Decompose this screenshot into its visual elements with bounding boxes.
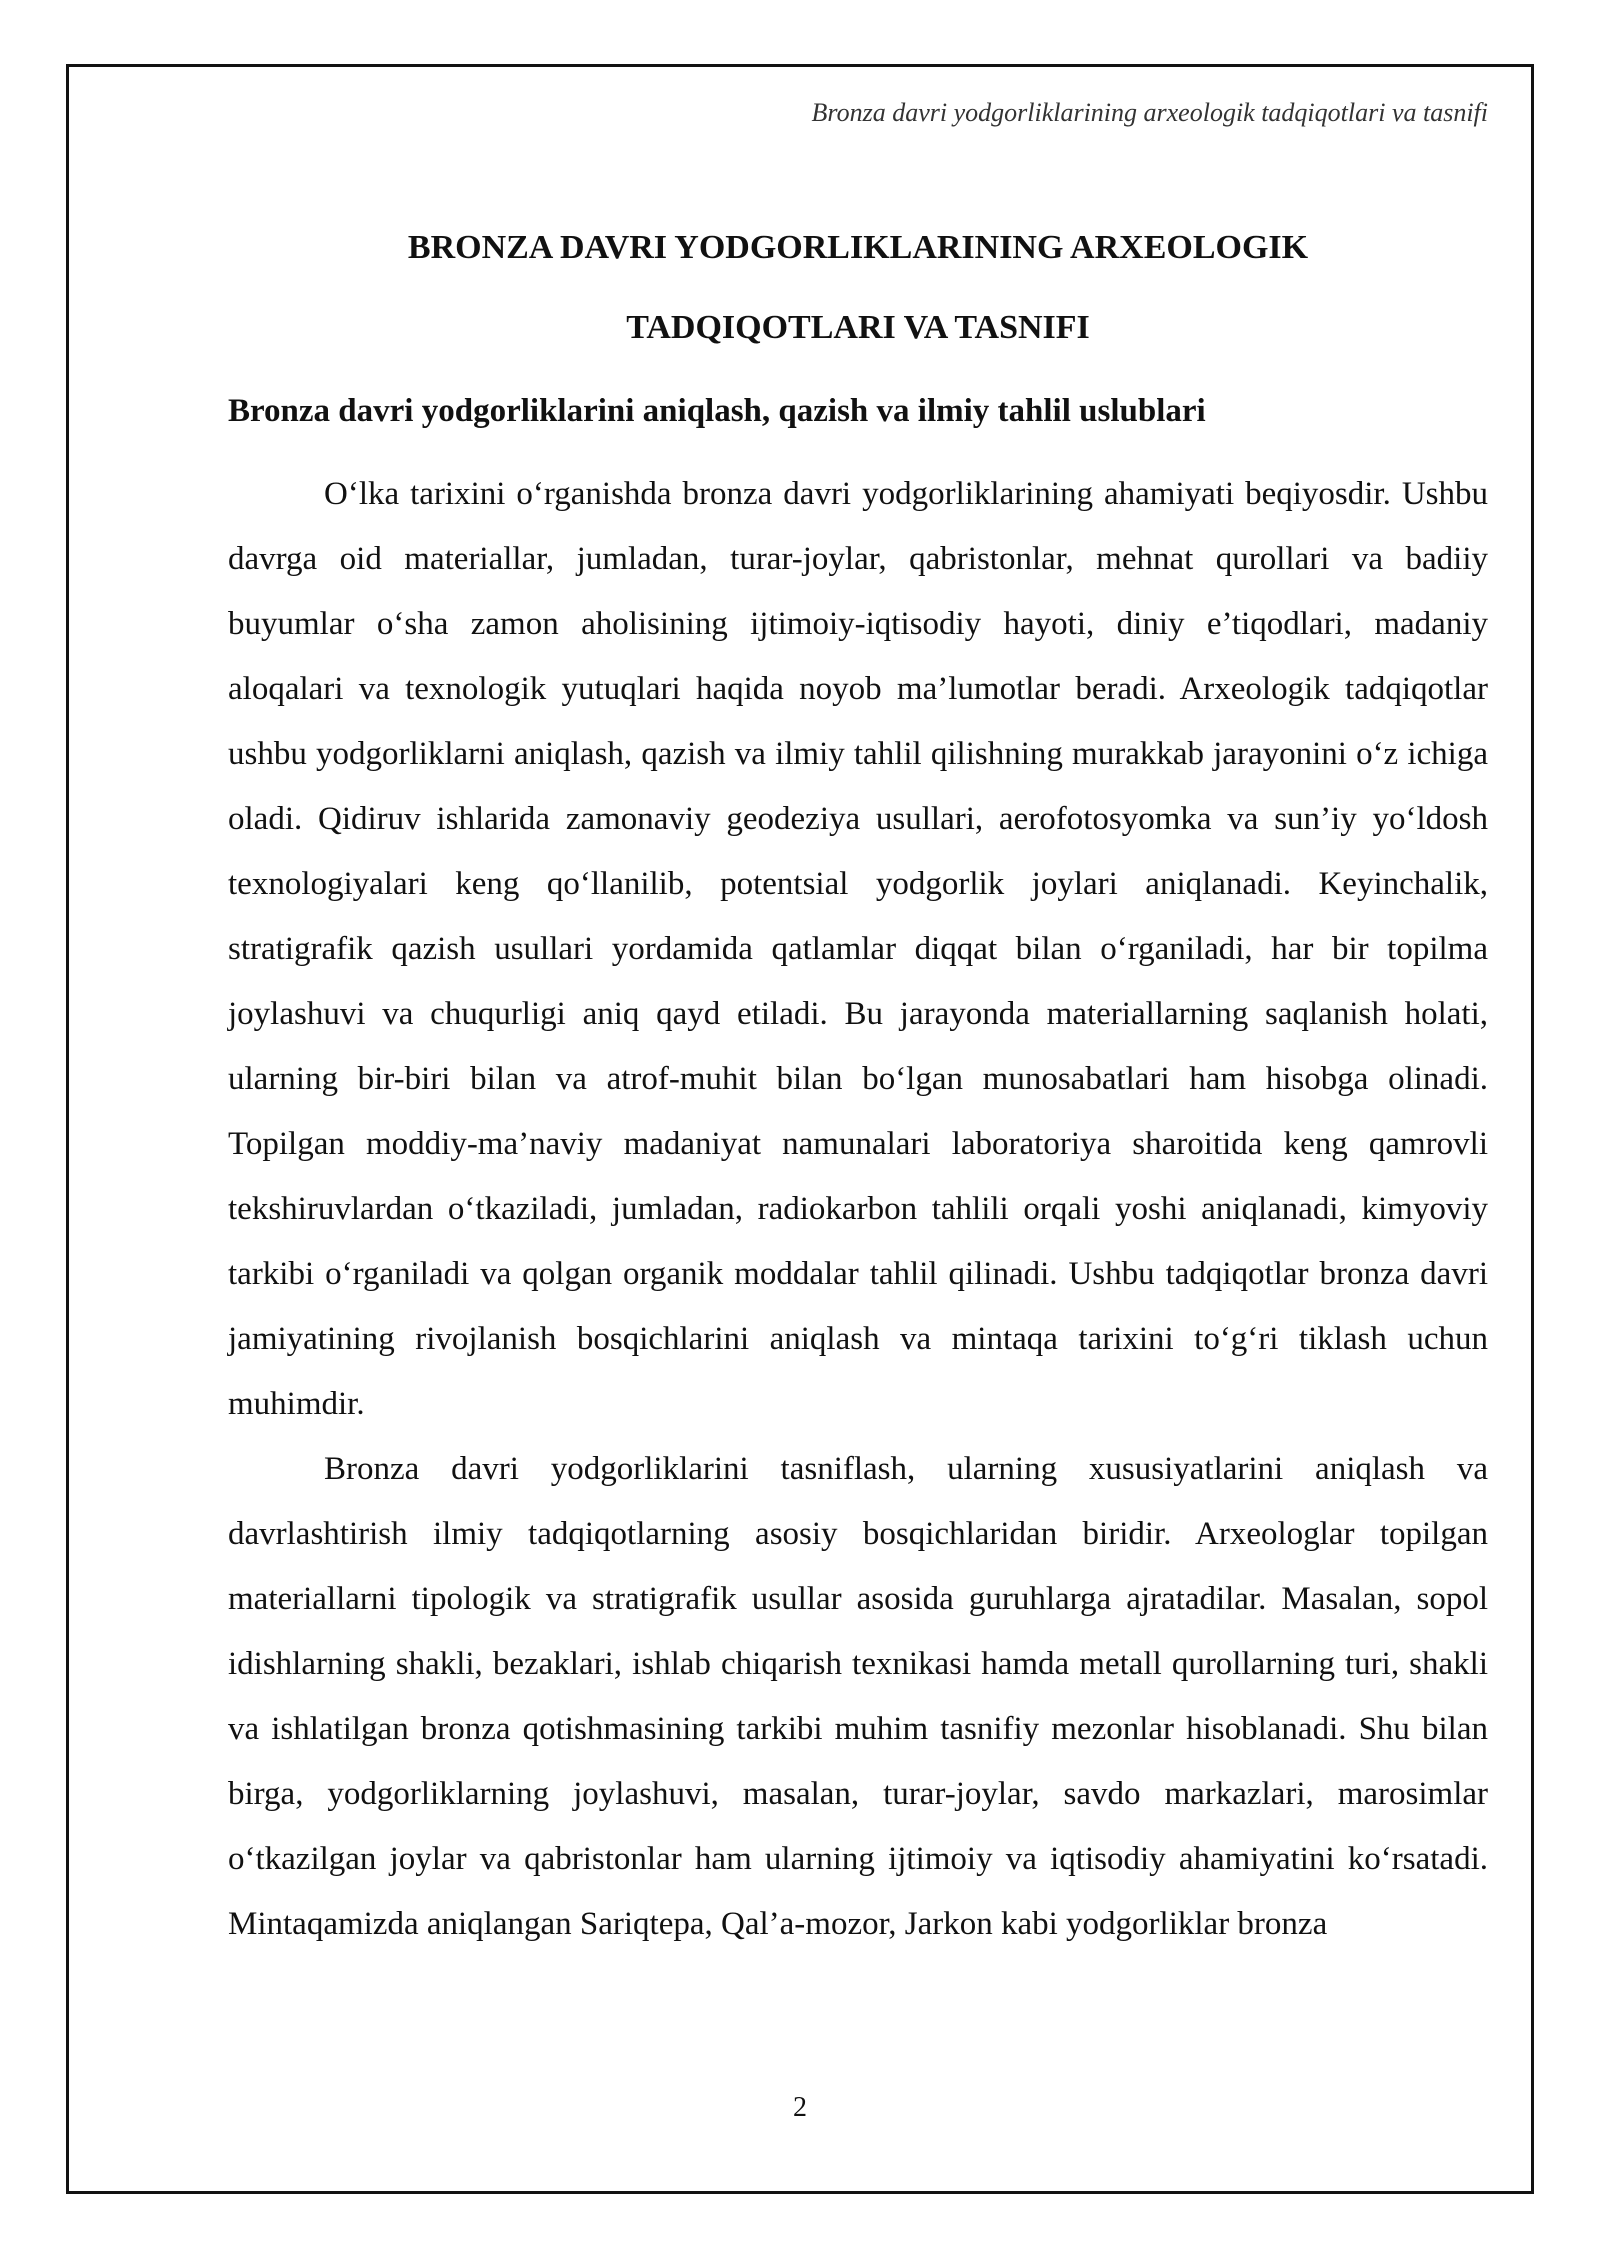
paragraph: Bronza davri yodgorliklarini tasniflash, ularning xususiyatlarini aniqlash va davrlashtirish ilmiy tadqiqotlarning asosiy bosqichlaridan biridir. Arxeologlar topilgan materiallarni tipologik va stratigrafik usullar asosida guruhlarga ajratadilar. Masalan, sopol idishlarning shakli, bezaklari, ishlab chiqarish texnikasi hamda metall qurollarning turi, shakli va ishlatilgan bronza qotishmasining tarkibi muhim tasnifiy mezonlar hisoblanadi. Shu bilan birga, yodgorliklarning joylashuvi, masalan, turar-joylar, savdo markazlari, marosimlar oʻtkazilgan joylar va qabristonlar ham ularning ijtimoiy va iqtisodiy ahamiyatini koʻrsatadi. Mintaqamizda aniqlangan Sariqtepa, Qal’a-mozor, Jarkon kabi yodgorliklar bronza [228, 1451, 1488, 1942]
section-heading: Bronza davri yodgorliklarini aniqlash, qazish va ilmiy tahlil uslublari [228, 393, 1206, 429]
body-text [228, 462, 1488, 1957]
document-title [228, 208, 1488, 368]
paragraph: Oʻlka tarixini oʻrganishda bronza davri yodgorliklarining ahamiyati beqiyosdir. Ushbu davrga oid materiallar, jumladan, turar-joylar, qabristonlar, mehnat qurollari va badiiy buyumlar oʻsha zamon aholisining ijtimoiy-iqtisodiy hayoti, diniy e’tiqodlari, madaniy aloqalari va texnologik yutuqlari haqida noyob ma’lumotlar beradi. Arxeologik tadqiqotlar ushbu yodgorliklarni aniqlash, qazish va ilmiy tahlil qilishning murakkab jarayonini oʻz ichiga oladi. Qidiruv ishlarida zamonaviy geodeziya usullari, aerofotosyomka va sun’iy yoʻldosh texnologiyalari keng qoʻllanilib, potentsial yodgorlik joylari aniqlanadi. Keyinchalik, stratigrafik qazish usullari yordamida qatlamlar diqqat bilan oʻrganiladi, har bir topilma joylashuvi va chuqurligi aniq qayd etiladi. Bu jarayonda materiallarning saqlanish holati, ularning bir-biri bilan va atrof-muhit bilan boʻlgan munosabatlari ham hisobga olinadi. Topilgan moddiy-ma’naviy madaniyat namunalari laboratoriya sharoitida keng qamrovli tekshiruvlardan oʻtkaziladi, jumladan, radiokarbon tahlili orqali yoshi aniqlanadi, kimyoviy tarkibi oʻrganiladi va qolgan organik moddalar tahlil qilinadi. Ushbu tadqiqotlar bronza davri jamiyatining rivojlanish bosqichlarini aniqlash va mintaqa tarixini toʻgʻri tiklash uchun muhimdir. [228, 476, 1488, 1422]
page-number: 2 [793, 2092, 807, 2123]
running-header: Bronza davri yodgorliklarining arxeologik tadqiqotlari va tasnifi [811, 98, 1488, 127]
document-title-line-1: BRONZA DAVRI YODGORLIKLARINING ARXEOLOGIK [407, 229, 1309, 266]
document-title-line-2: TADQIQOTLARI VA TASNIFI [626, 309, 1090, 346]
